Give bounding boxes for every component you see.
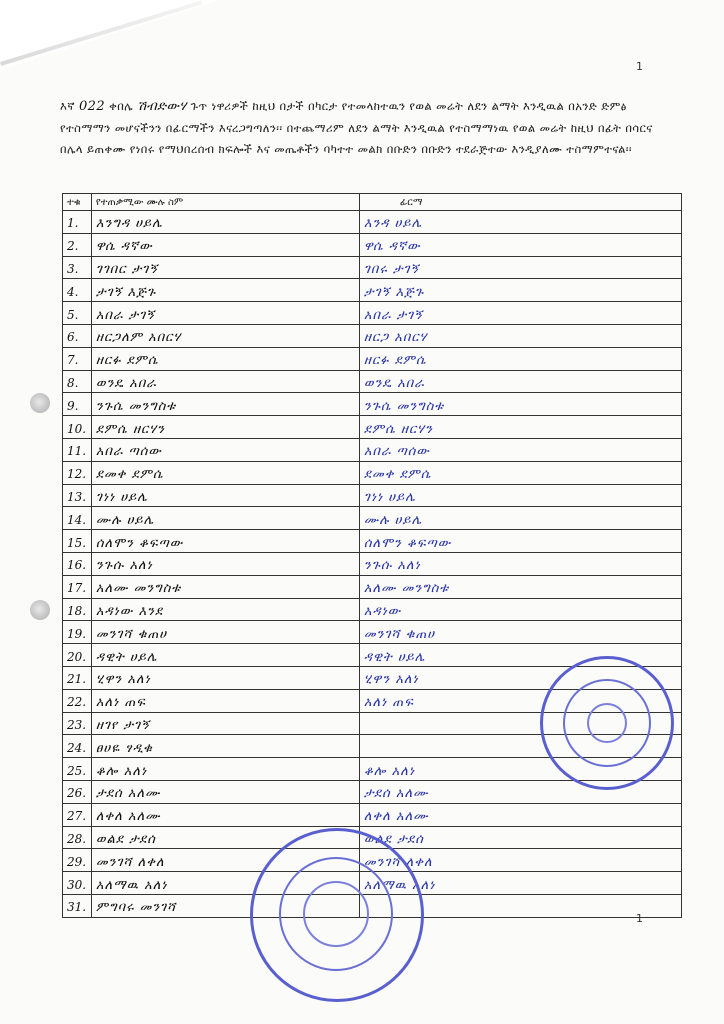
row-signature: ደምሴ ዘርሃን [363,421,433,437]
row-signature: ቆሎ አለነ [363,763,416,779]
kebele-number-handwritten: 022 [79,99,106,114]
row-full-name: ለቀለ አለሙ [95,809,161,825]
header-number: ተቁ [63,194,92,211]
row-full-name: ንጉሱ አለነ [95,558,153,574]
row-signature-cell [359,233,681,256]
row-signature-cell [359,211,681,234]
row-number-cell [63,507,92,530]
row-number: 19. [67,626,87,641]
row-full-name: አለሙ መንግስቱ [95,581,182,597]
table-row [63,233,682,256]
row-number: 16. [67,558,87,573]
row-signature: ለቀለ አለሙ [363,809,429,825]
row-full-name-cell [91,552,359,575]
table-row [63,621,682,644]
row-full-name: ታገኝ እጅጉ [95,284,157,300]
row-full-name-cell [91,461,359,484]
row-signature-cell [359,461,681,484]
row-full-name: እንግዳ ሀይሌ [95,216,163,232]
intro-text: ጉጥ ነዋሪዎች ከዚህ በታች በካርታ የተመላከተዉን የወል መሬት ለደን ልማት እንዲዉል በአንድ ድምፅ የተስማማን መሆናችንን በፊርማችን እናረጋግጣለን፡፡ በተጨማሪም ለደን ልማት እንዲዉል የተስማማነዉ የወል መሬት ከዚህ በፊት በሳርና በሌላ ይጠቀሙ የነበሩ የማህበረሰብ ክፍሎች እና መጤቶችን ባካተተ መልክ በቡድን በቡድን ተደራጅተው እንዲያለሙ ተስማምተናል፡፡ [60,99,653,156]
row-signature-cell [359,416,681,439]
page-number-bottom: 1 [636,912,643,925]
table-row [63,279,682,302]
table-row [63,370,682,393]
row-full-name: ወልደ ታደሰ [95,831,156,847]
row-full-name: ገነነ ሀይሌ [95,489,148,505]
table-row [63,507,682,530]
row-full-name: ዋሴ ዳኛው [95,239,153,255]
row-number: 30. [67,877,87,892]
row-full-name: ንጉሴ መንግስቱ [95,398,177,414]
row-full-name: ቆሎ አለነ [95,763,148,779]
row-signature-cell [359,598,681,621]
row-number: 28. [67,831,87,846]
row-signature: ገበሩ ታገኝ [363,261,420,277]
row-full-name-cell [91,621,359,644]
intro-mid: ቀበሌ [109,99,134,113]
table-row [63,324,682,347]
row-full-name-cell [91,803,359,826]
row-full-name: ሙሉ ሀይሌ [95,512,155,528]
row-signature: ዳዊት ሀይሌ [363,649,426,665]
row-number: 2. [67,239,79,254]
row-number: 13. [67,489,87,504]
row-full-name-cell [91,712,359,735]
row-full-name: ዘርጋለም አበርሃ [95,330,182,346]
row-full-name-cell [91,347,359,370]
intro-paragraph [60,96,675,161]
row-full-name-cell [91,324,359,347]
row-number: 18. [67,603,87,618]
row-full-name-cell [91,575,359,598]
row-number-cell [63,598,92,621]
row-signature: አዳነው [363,603,402,619]
row-number-cell [63,324,92,347]
row-signature-cell [359,347,681,370]
row-signature-cell [359,279,681,302]
row-number-cell [63,872,92,895]
row-signature: ሂዋን አለነ [363,672,419,688]
row-number-cell [63,302,92,325]
row-signature: ገነነ ሀይሌ [363,489,416,505]
table-row [63,256,682,279]
row-signature-cell [359,324,681,347]
row-number: 17. [67,581,87,596]
row-signature-cell [359,826,681,849]
row-number: 1. [67,216,79,231]
row-signature-cell [359,484,681,507]
row-signature-cell [359,803,681,826]
row-number-cell [63,416,92,439]
table-row [63,416,682,439]
seal-emblem [587,703,627,743]
table-header-row [63,194,682,211]
row-number: 7. [67,353,79,368]
row-full-name: መንገሻ ለቀለ [95,854,165,870]
row-full-name-cell [91,484,359,507]
row-signature-cell [359,507,681,530]
row-number-cell [63,712,92,735]
row-full-name-cell [91,689,359,712]
header-full-name: የተጠቃሚው ሙሉ ስም [91,194,359,211]
row-number-cell [63,461,92,484]
table-row [63,598,682,621]
row-number-cell [63,621,92,644]
row-signature: ታደሰ አለሙ [363,786,429,802]
row-number-cell [63,256,92,279]
row-full-name: አለማዉ አለነ [95,877,168,893]
table-row [63,484,682,507]
row-full-name: ደመቀ ደምሴ [95,467,164,483]
row-signature-cell [359,393,681,416]
row-full-name: መንገሻ ቁጠሀ [95,626,168,642]
table-body [63,211,682,918]
row-signature: ሙሉ ሀይሌ [363,512,423,528]
page-number-top: 1 [636,60,643,73]
row-signature: ሰለሞን ቆፍጣው [363,535,452,551]
row-full-name-cell [91,438,359,461]
table-row [63,302,682,325]
table-row [63,461,682,484]
row-full-name: ወንዴ አበራ [95,375,157,391]
row-signature: ንጉሴ መንግስቱ [363,398,445,414]
row-number-cell [63,530,92,553]
row-full-name: አዳነው እንደ [95,603,164,619]
row-full-name-cell [91,256,359,279]
row-signature: ወልደ ታደሰ [363,831,424,847]
row-number-cell [63,279,92,302]
punch-hole-top [30,393,50,413]
row-number: 21. [67,672,87,687]
row-number-cell [63,211,92,234]
row-number: 23. [67,717,87,732]
table-row [63,211,682,234]
row-number: 29. [67,854,87,869]
row-full-name-cell [91,507,359,530]
row-number: 20. [67,649,87,664]
intro-lead: እኛ [60,99,75,113]
table-row [63,575,682,598]
row-full-name-cell [91,302,359,325]
row-full-name: ደምሴ ዘርሃን [95,421,165,437]
row-signature: ደመቀ ደምሴ [363,467,432,483]
row-number-cell [63,826,92,849]
row-signature-cell [359,575,681,598]
row-number-cell [63,370,92,393]
row-number-cell [63,347,92,370]
row-full-name-cell [91,211,359,234]
row-number-cell [63,233,92,256]
row-signature-cell [359,302,681,325]
row-number-cell [63,438,92,461]
row-number-cell [63,393,92,416]
row-full-name-cell [91,370,359,393]
row-number: 15. [67,535,87,550]
row-signature: አለሙ መንግስቱ [363,581,450,597]
row-signature-cell [359,530,681,553]
row-signature: መንገሻ ቁጠሀ [363,626,436,642]
row-full-name: አለነ ጠፍ [95,695,146,711]
row-number-cell [63,552,92,575]
row-number-cell [63,575,92,598]
row-signature: ታገኝ እጅጉ [363,284,425,300]
row-full-name: ዘገየ ታገኝ [95,717,150,733]
row-full-name-cell [91,758,359,781]
row-full-name-cell [91,644,359,667]
row-number: 4. [67,284,79,299]
row-signature: አለማዉ አለነ [363,877,436,893]
row-full-name: ሂዋን አለነ [95,672,151,688]
table-row [63,438,682,461]
row-signature: ንጉሱ አለነ [363,558,421,574]
row-full-name-cell [91,598,359,621]
row-signature: አለነ ጠፍ [363,695,414,711]
table-row [63,803,682,826]
row-full-name: ታደሰ አለሙ [95,786,161,802]
row-signature: አበራ ታገኝ [363,307,423,323]
row-full-name-cell [91,393,359,416]
row-full-name: አበራ ታገኝ [95,307,155,323]
row-number-cell [63,780,92,803]
row-number: 25. [67,763,87,778]
row-signature: መንገሻ ለቀለ [363,854,433,870]
row-full-name: ሰለሞን ቆፍጣው [95,535,184,551]
row-number: 27. [67,809,87,824]
row-number: 11. [67,444,87,459]
table-row [63,347,682,370]
row-signature-cell [359,621,681,644]
row-full-name: አበራ ጣሰው [95,444,162,460]
row-number: 9. [67,398,79,413]
row-number-cell [63,644,92,667]
row-signature-cell [359,370,681,393]
row-signature-cell [359,438,681,461]
official-seal-right [540,656,674,790]
row-signature: አበራ ጣሰው [363,444,430,460]
seal-emblem [303,881,369,947]
place-name-handwritten: ሽብድውሃ [137,99,187,114]
row-full-name: ዳዊት ሀይሌ [95,649,158,665]
row-signature-cell [359,552,681,575]
row-number: 31. [67,900,87,915]
row-number: 14. [67,512,87,527]
row-signature-cell [359,256,681,279]
row-number-cell [63,484,92,507]
table-row [63,530,682,553]
folded-corner [0,0,220,70]
row-number: 12. [67,467,87,482]
row-full-name-cell [91,416,359,439]
table-row [63,393,682,416]
row-number: 6. [67,330,79,345]
punch-hole-bottom [30,600,50,620]
row-number: 24. [67,740,87,755]
row-full-name-cell [91,735,359,758]
row-number: 8. [67,375,79,390]
row-signature: ዘርፉ ደምሴ [363,353,427,369]
row-signature: ዘርጋ አበርሃ [363,330,428,346]
row-full-name: ፀሀዬ ፃዲቁ [95,740,153,756]
row-full-name-cell [91,530,359,553]
row-signature: ዋሴ ዳኛው [363,239,421,255]
row-number-cell [63,894,92,917]
row-full-name-cell [91,233,359,256]
row-number: 3. [67,261,79,276]
signature-table [62,193,682,918]
row-full-name: ዘርፉ ደምሴ [95,353,159,369]
row-full-name-cell [91,279,359,302]
row-signature: እንዳ ሀይሌ [363,216,423,232]
row-number: 22. [67,695,87,710]
row-full-name-cell [91,666,359,689]
row-number-cell [63,666,92,689]
row-number-cell [63,849,92,872]
row-number-cell [63,735,92,758]
official-seal-bottom [250,828,424,1002]
row-number: 10. [67,421,87,436]
row-full-name: ምግባሩ መንገሻ [95,900,177,916]
header-signature: ፊርማ [359,194,681,211]
row-full-name-cell [91,780,359,803]
row-number-cell [63,689,92,712]
row-number: 5. [67,307,79,322]
row-number-cell [63,758,92,781]
table-row [63,552,682,575]
row-number: 26. [67,786,87,801]
row-signature: ወንዴ አበራ [363,375,425,391]
row-number-cell [63,803,92,826]
row-full-name: ገገበር ታገኝ [95,261,159,277]
